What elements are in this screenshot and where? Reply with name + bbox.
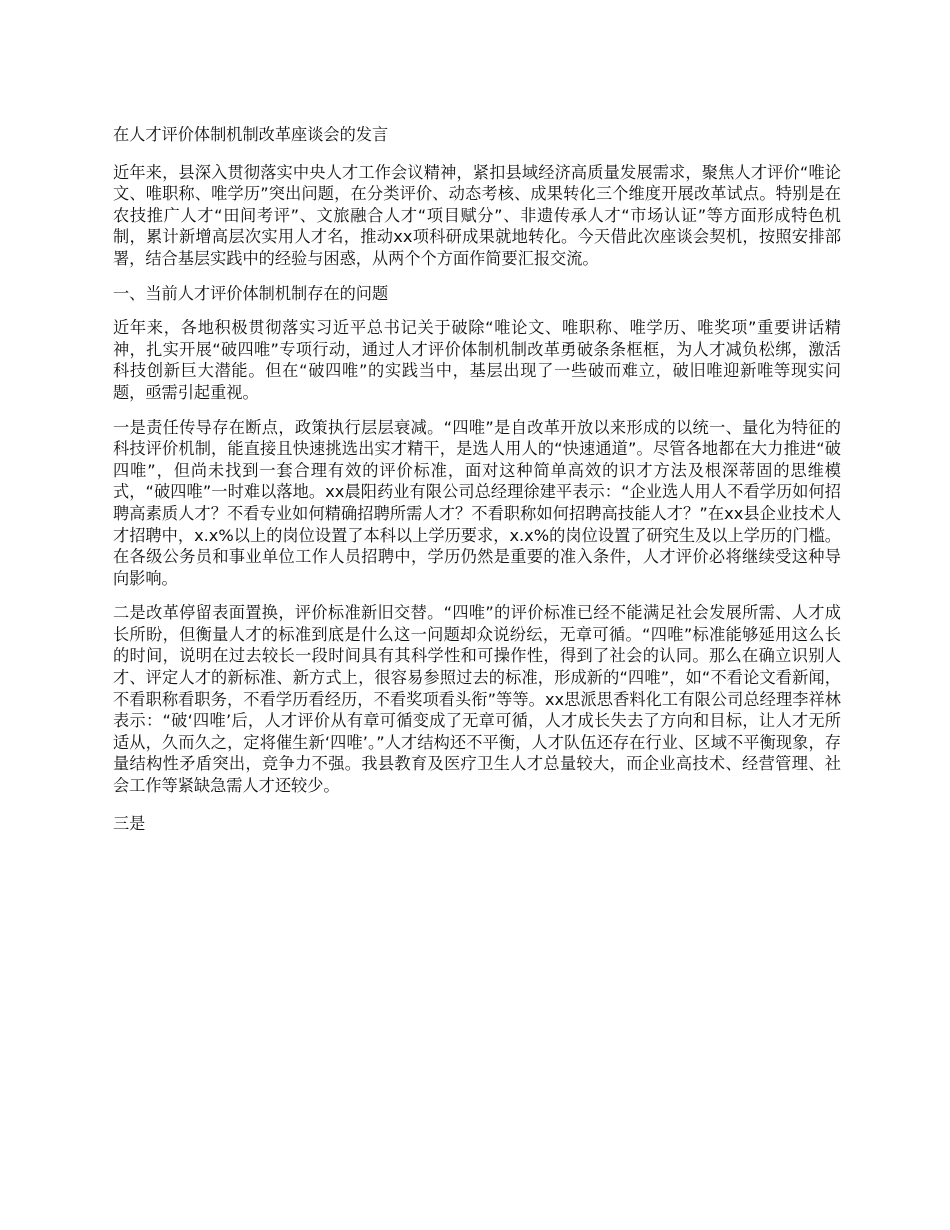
body-paragraph-4: 三是 xyxy=(113,813,146,833)
document-page xyxy=(113,124,841,834)
document-title: 在人才评价体制机制改革座谈会的发言 xyxy=(113,125,389,144)
intro-paragraph: 近年来，县深入贯彻落实中央人才工作会议精神，紧扣县域经济高质量发展需求，聚焦人才评价“唯论文、唯职称、唯学历”突出问题，在分类评价、动态考核、成果转化三个维度开展改革试点。特别是在农技推广人才“田间考评”、文旅融合人才“项目赋分”、非遗传承人才“市场认证”等方面形成特色机制，累计新增高层次实用人才名，推动xx项科研成果就地转化。今天借此次座谈会契机，按照安排部署，结合基层实践中的经验与困惑，从两个个方面作简要汇报交流。 xyxy=(113,162,841,268)
body-paragraph-2: 一是责任传导存在断点，政策执行层层衰减。“四唯”是自改革开放以来形成的以统一、量化为特征的科技评价机制，能直接且快速挑选出实才精干，是选人用人的“快速通道”。尽管各地都在大力推进“破四唯”，但尚未找到一套合理有效的评价标准，面对这种简单高效的识才方法及根深蒂固的思维模式，“破四唯”一时难以落地。xx晨阳药业有限公司总经理徐建平表示：“企业选人用人不看学历如何招聘高素质人才？不看专业如何精确招聘所需人才？不看职称如何招聘高技能人才？”在xx县企业技术人才招聘中，x.x%以上的岗位设置了本科以上学历要求，x.x%的岗位设置了研究生及以上学历的门槛。在各级公务员和事业单位工作人员招聘中，学历仍然是重要的准入条件，人才评价必将继续受这种导向影响。 xyxy=(113,417,841,588)
body-paragraph-1: 近年来，各地积极贯彻落实习近平总书记关于破除“唯论文、唯职称、唯学历、唯奖项”重要讲话精神，扎实开展“破四唯”专项行动，通过人才评价体制机制改革勇破条条框框，为人才减负松绑，激活科技创新巨大潜能。但在“破四唯”的实践当中，基层出现了一些破而难立，破旧唯迎新唯等现实问题，亟需引起重视。 xyxy=(113,318,841,402)
body-paragraph-3: 二是改革停留表面置换，评价标准新旧交替。“四唯”的评价标准已经不能满足社会发展所需、人才成长所盼，但衡量人才的标准到底是什么这一问题却众说纷纭，无章可循。“四唯”标准能够延用这么长的时间，说明在过去较长一段时间具有其科学性和可操作性，得到了社会的认同。那么在确立识别人才、评定人才的新标准、新方式上，很容易参照过去的标准，形成新的“四唯”，如“不看论文看新闻，不看职称看职务，不看学历看经历，不看奖项看头衔”等等。xx思派思香料化工有限公司总经理李祥林表示：“破‘四唯’后，人才评价从有章可循变成了无章可循，人才成长失去了方向和目标，让人才无所适从，久而久之，定将催生新‘四唯’。”人才结构还不平衡，人才队伍还存在行业、区域不平衡现象，存量结构性矛盾突出，竞争力不强。我县教育及医疗卫生人才总量较大，而企业高技术、经营管理、社会工作等紧缺急需人才还较少。 xyxy=(113,603,841,796)
section-heading: 一、当前人才评价体制机制存在的问题 xyxy=(113,283,389,303)
